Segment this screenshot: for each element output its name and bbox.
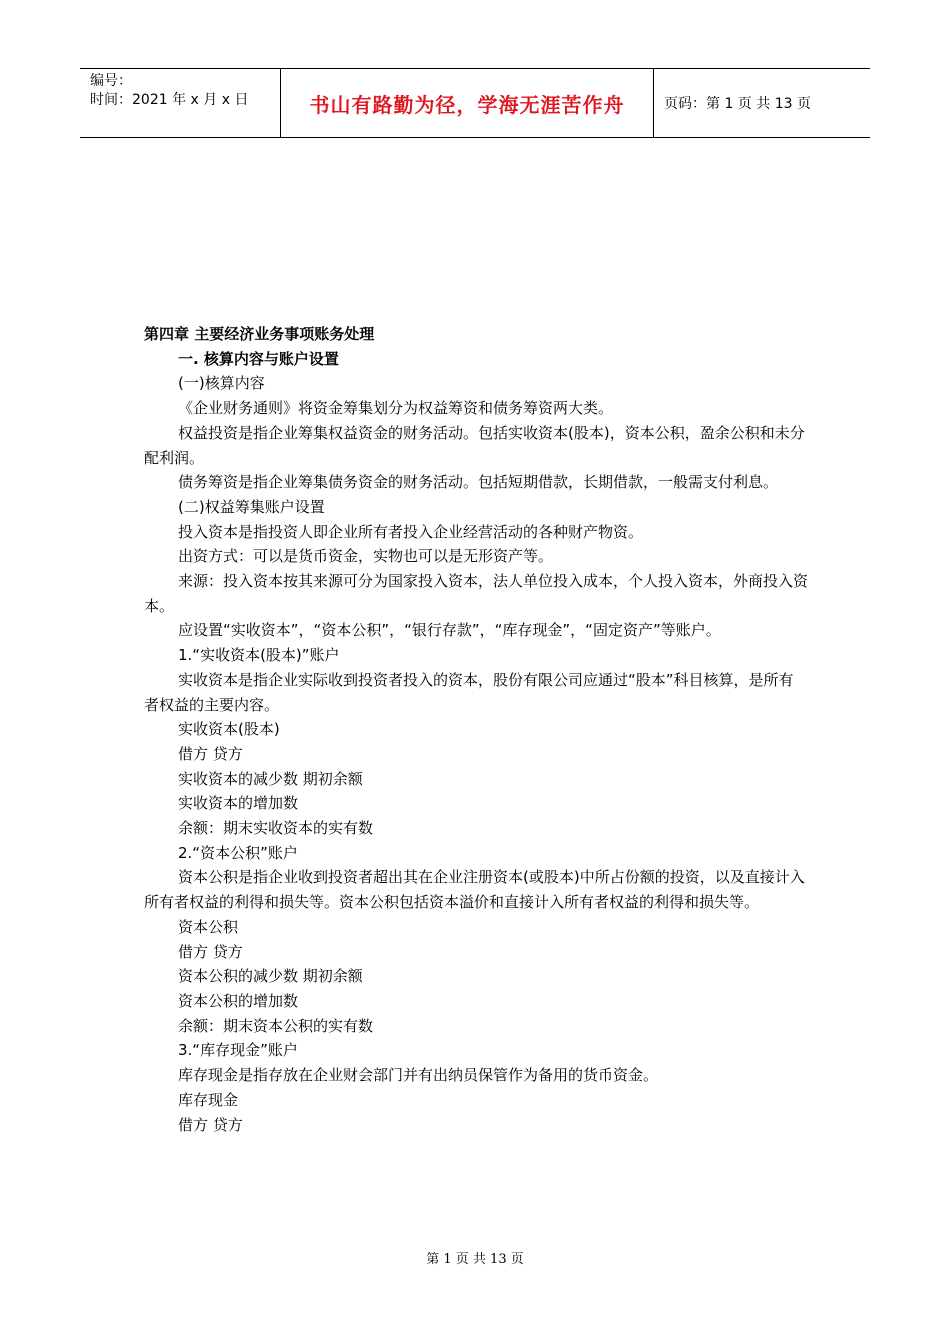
subsection-heading: (一)核算内容 <box>178 374 265 393</box>
paragraph: 《企业财务通则》将资金筹集划分为权益筹资和债务筹资两大类。 <box>178 399 614 418</box>
paragraph: 库存现金是指存放在企业财会部门并有出纳员保管作为备用的货币资金。 <box>178 1066 659 1085</box>
account-line: 实收资本的减少数 期初余额 <box>178 769 363 788</box>
header-meta <box>80 69 281 137</box>
account-title: 库存现金 <box>178 1090 239 1109</box>
account-balance: 余额：期末资本公积的实有数 <box>178 1016 374 1035</box>
account-title: 资本公积 <box>178 917 239 936</box>
account-line: 资本公积的增加数 <box>178 991 299 1010</box>
paragraph: 应设置“实收资本”，“资本公积”，“银行存款”，“库存现金”，“固定资产”等账户。 <box>178 621 721 640</box>
time-label: 时间：2021 年 x 月 x 日 <box>90 92 249 108</box>
subsection-heading: (二)权益筹集账户设置 <box>178 497 325 516</box>
header-page-info: 页码：第 1 页 共 13 页 <box>664 96 811 112</box>
document-header <box>80 68 870 138</box>
account-balance: 余额：期末实收资本的实有数 <box>178 819 374 838</box>
paragraph: 债务筹资是指企业筹集债务资金的财务活动。包括短期借款，长期借款，一般需支付利息。 <box>178 473 779 492</box>
document-body <box>144 322 808 1137</box>
header-page-cell <box>654 69 870 137</box>
section-title: 一. 核算内容与账户设置 <box>178 349 339 368</box>
paragraph: 来源：投入资本按其来源可分为国家投入资本，法人单位投入成本，个人投入资本，外商投入资本。 <box>144 572 809 615</box>
paragraph: 资本公积是指企业收到投资者超出其在企业注册资本(或股本)中所占份额的投资，以及直接计入所有者权益的利得和损失等。资本公积包括资本溢价和直接计入所有者权益的利得和损失等。 <box>144 868 805 912</box>
header-slogan: 书山有路勤为径，学海无涯苦作舟 <box>309 92 625 117</box>
account-line: 实收资本的增加数 <box>178 794 299 813</box>
paragraph: 投入资本是指投资人即企业所有者投入企业经营活动的各种财产物资。 <box>178 522 644 541</box>
page-footer: 第 1 页 共 13 页 <box>426 1252 524 1267</box>
account-line: 资本公积的减少数 期初余额 <box>178 967 363 986</box>
number-label: 编号： <box>90 73 132 89</box>
account-sides: 借方 贷方 <box>178 942 243 961</box>
paragraph: 出资方式：可以是货币资金，实物也可以是无形资产等。 <box>178 547 554 566</box>
item-heading: 2.“资本公积”账户 <box>178 843 298 862</box>
account-title: 实收资本(股本) <box>178 720 280 739</box>
paragraph: 权益投资是指企业筹集权益资金的财务活动。包括实收资本(股本)，资本公积，盈余公积和未分配利润。 <box>144 423 805 467</box>
item-heading: 1.“实收资本(股本)”账户 <box>178 646 340 665</box>
item-heading: 3.“库存现金”账户 <box>178 1041 298 1060</box>
chapter-title: 第四章 主要经济业务事项账务处理 <box>144 325 375 343</box>
header-slogan-cell <box>281 69 654 137</box>
paragraph: 实收资本是指企业实际收到投资者投入的资本，股份有限公司应通过“股本”科目核算，是所有者权益的主要内容。 <box>144 670 794 714</box>
account-sides: 借方 贷方 <box>178 744 243 763</box>
account-sides: 借方 贷方 <box>178 1115 243 1134</box>
